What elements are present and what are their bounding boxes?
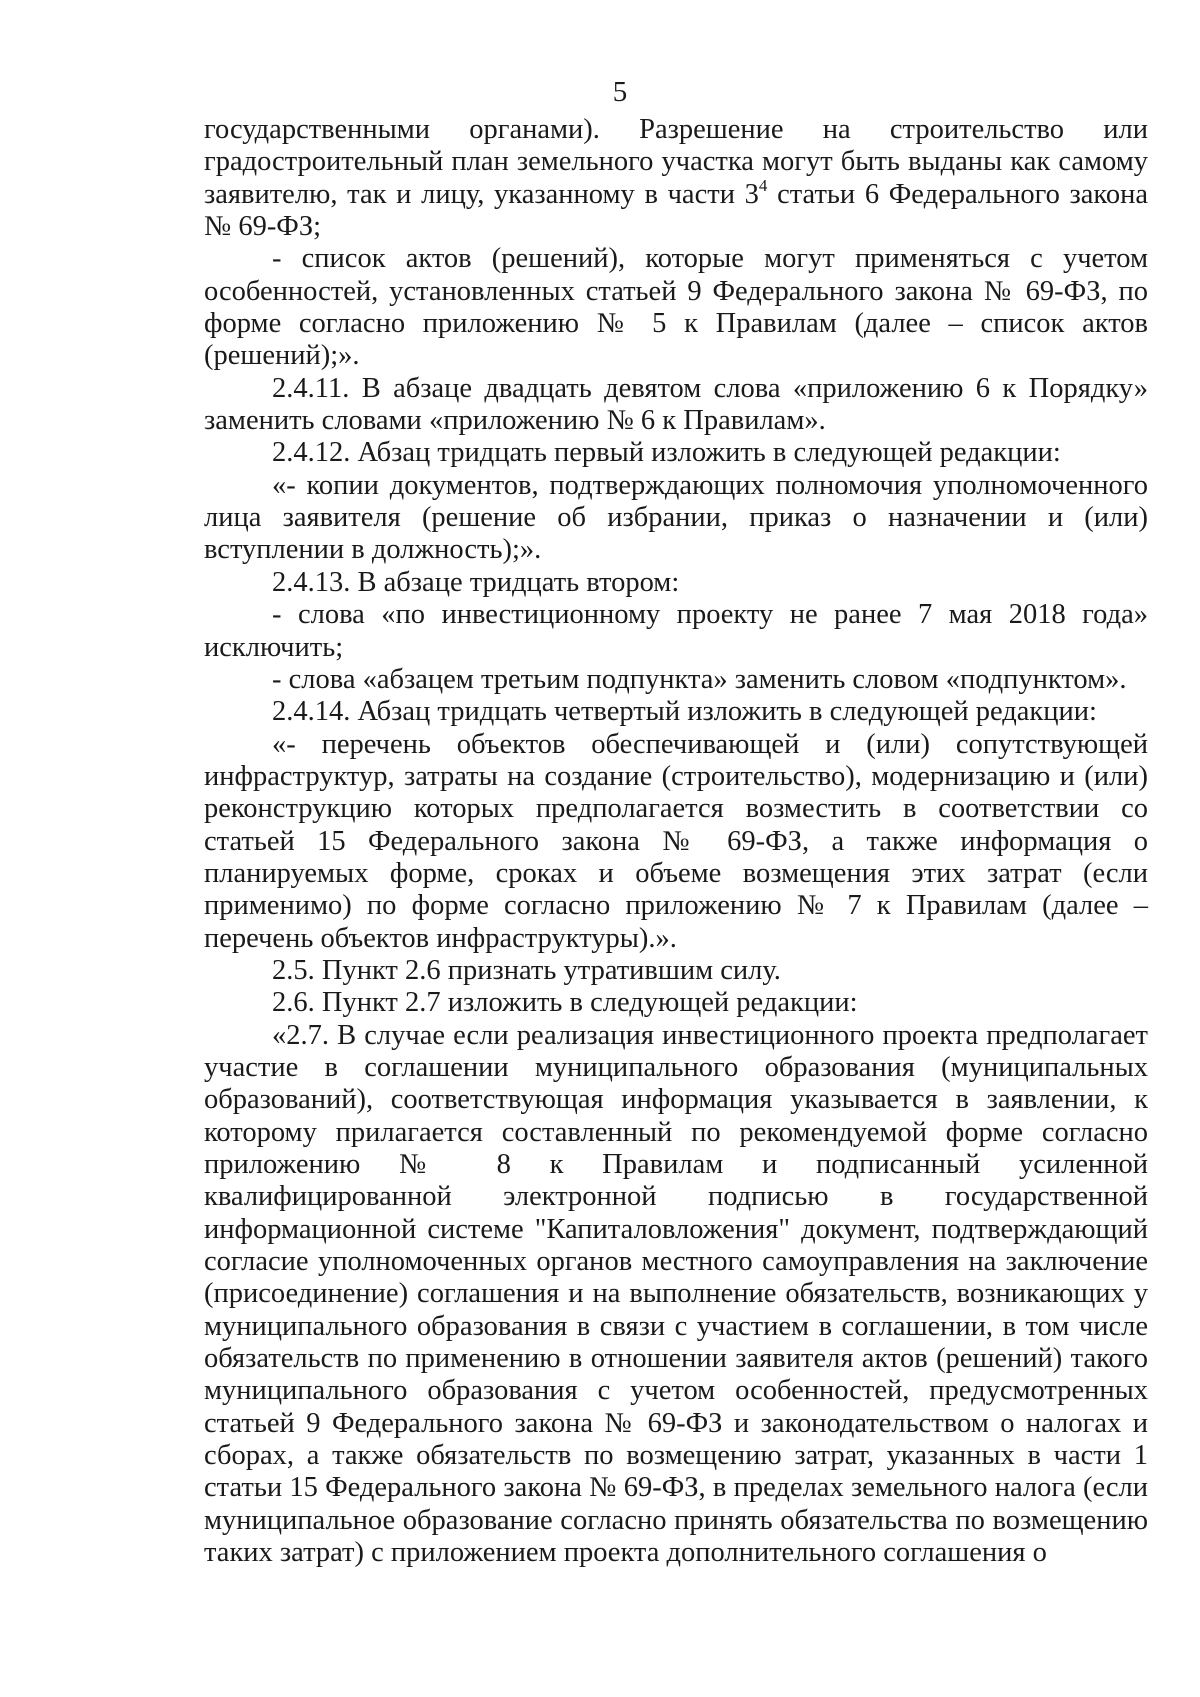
paragraph: 2.4.14. Абзац тридцать четвертый изложить в следующей редакции: [272,696,1097,728]
paragraph: - слова «по инвестиционному проекту не ранее 7 мая 2018 года» исключить; [204,599,1148,663]
paragraph: «2.7. В случае если реализация инвестиционного проекта предполагает участие в соглашении муниципального образования (муниципальных образований), соответствующая информация указывается в заявлении, к которому прилагается составленный по рекомендуемой форме согласно приложению № 8 к Правилам и подписанный усиленной квалифицированной электронной подписью в государственной информационной системе "Капиталовложения" документ, подтверждающий согласие уполномоченных органов местного самоуправления на заключение (присоединение) соглашения и на выполнение обязательств, возникающих у муниципального образования в связи с участием в соглашении, в том числе обязательств по применению в отношении заявителя актов (решений) такого муниципального образования с учетом особенностей, предусмотренных статьей 9 Федерального закона № 69-ФЗ и законодательством о налогах и сборах, а также обязательств по возмещению затрат, указанных в части 1 статьи 15 Федерального закона № 69-ФЗ, в пределах земельного налога (если муниципальное образование согласно принять обязательства по возмещению таких затрат) с приложением проекта дополнительного соглашения о [204,1019,1148,1569]
paragraph: 2.6. Пункт 2.7 изложить в следующей редакции: [272,987,858,1019]
paragraph: «- копии документов, подтверждающих полномочия уполномоченного лица заявителя (решение об избрании, приказ о назначении и (или) вступлении в должность);». [204,469,1148,566]
paragraph [204,114,1148,243]
paragraph: 2.4.13. В абзаце тридцать втором: [272,566,680,598]
paragraph: - слова «абзацем третьим подпункта» заменить словом «подпунктом». [272,663,1127,695]
paragraph: 2.5. Пункт 2.6 признать утратившим силу. [272,954,781,986]
paragraph: - список актов (решений), которые могут применяться с учетом особенностей, установленных статьей 9 Федерального закона № 69-ФЗ, по форме согласно приложению № 5 к Правилам (далее – список актов (решений);». [204,243,1148,372]
paragraph: 2.4.11. В абзаце двадцать девятом слова «приложению 6 к Порядку» заменить словами «приложению № 6 к Правилам». [204,372,1148,437]
paragraph-text: государственными органами). Разрешение на строительство или градостроительный план земельного участка могут быть выданы как самому заявителю, так и лицу, указанному в части 3 [204,114,1148,210]
superscript: 4 [758,175,768,195]
paragraph: «- перечень объектов обеспечивающей и (или) сопутствующей инфраструктур, затраты на создание (строительство), модернизацию и (или) реконструкцию которых предполагается возместить в соответствии со статьей 15 Федерального закона № 69-ФЗ, а также информация о планируемых форме, сроках и объеме возмещения этих затрат (если применимо) по форме согласно приложению № 7 к Правилам (далее – перечень объектов инфраструктуры).». [204,728,1148,954]
paragraph: 2.4.12. Абзац тридцать первый изложить в следующей редакции: [272,437,1061,469]
page-number: 5 [612,76,628,108]
paragraph-text: статьи 6 Федерального закона № 69-ФЗ; [204,178,1148,243]
document-body [204,114,1148,1569]
